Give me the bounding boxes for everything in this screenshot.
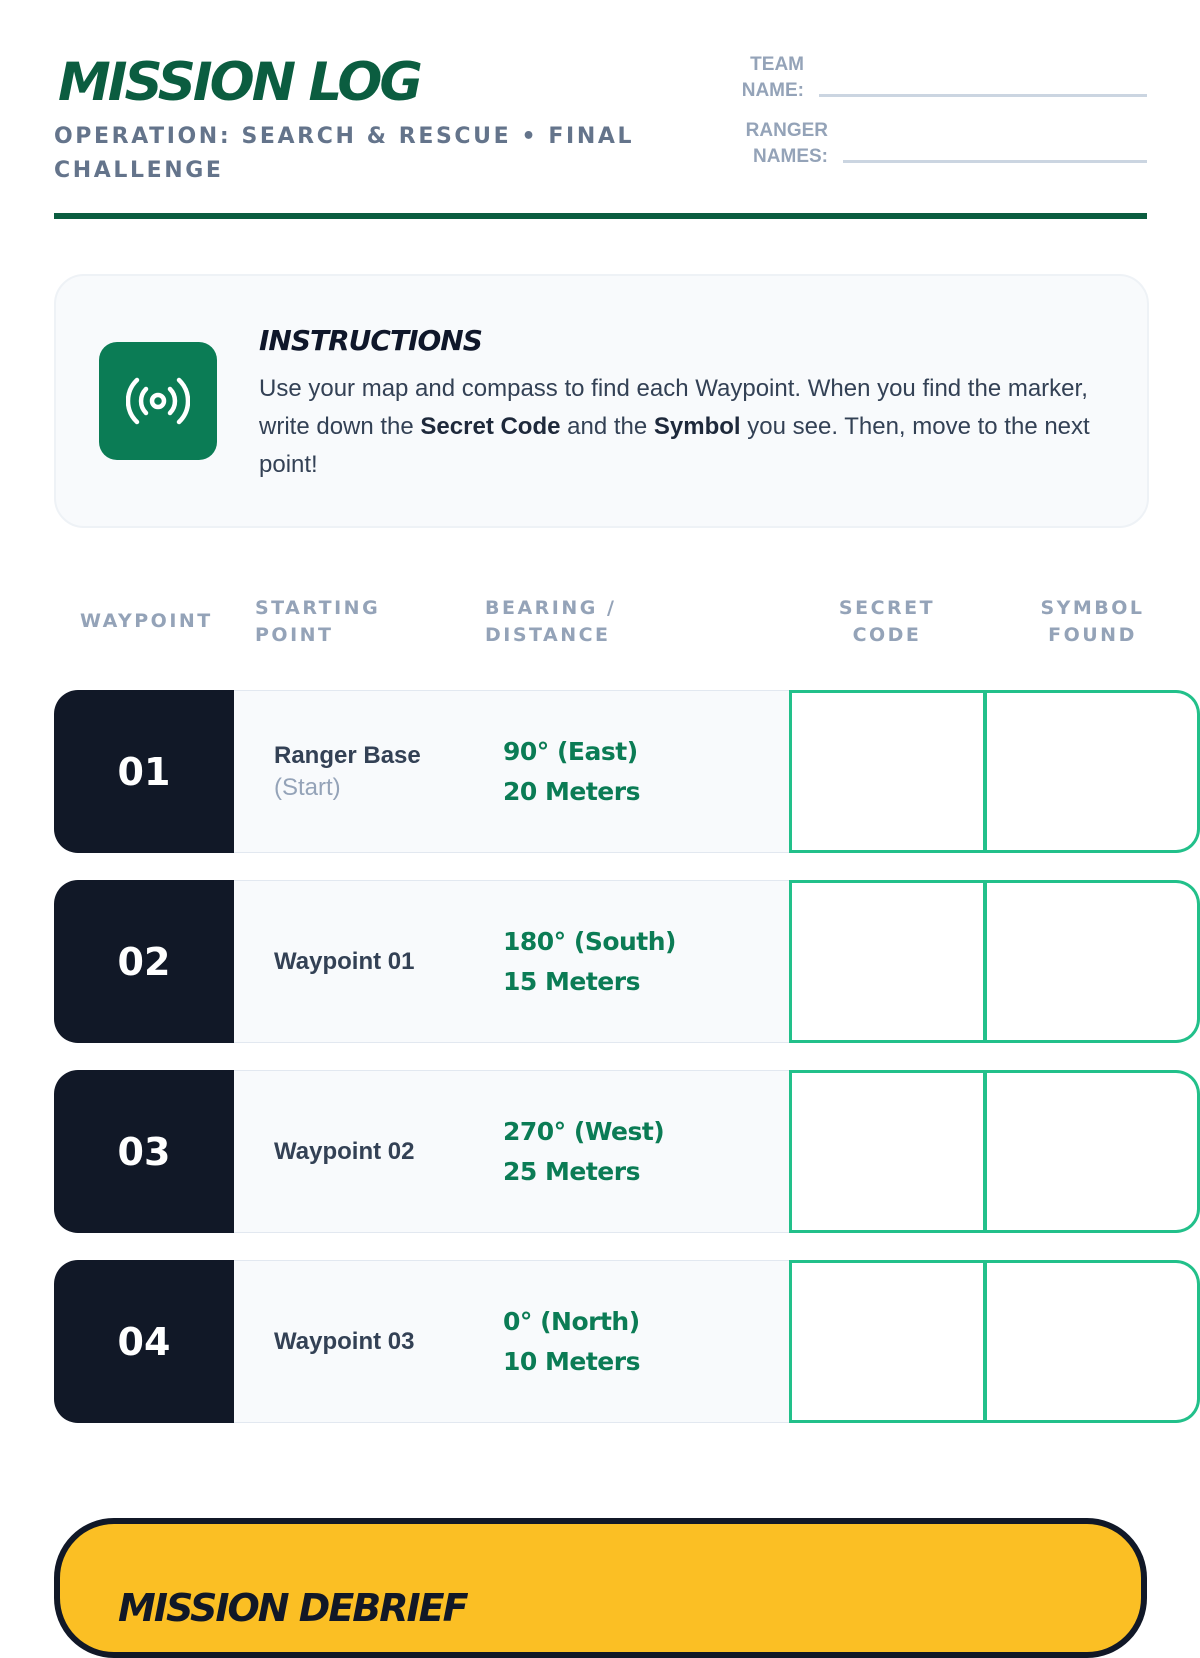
ranger-names-label-line2: NAMES: — [753, 146, 828, 167]
column-header-secret-code-line1: SECRET — [838, 597, 936, 619]
starting-point — [274, 1071, 494, 1232]
distance-value: 10 Meters — [503, 1346, 640, 1376]
waypoint-row — [54, 690, 1147, 853]
waypoint-number: 01 — [54, 690, 234, 853]
column-header-bearing-line2: DISTANCE — [485, 624, 611, 646]
page-subtitle: OPERATION: SEARCH & RESCUE • FINAL CHALLENGE — [54, 124, 635, 183]
column-header-bearing-line1: BEARING / — [485, 597, 617, 619]
starting-point-name: Waypoint 03 — [274, 1327, 415, 1355]
starting-point-note: (Start) — [274, 773, 341, 801]
bearing-distance — [503, 691, 773, 852]
waypoint-details — [234, 1260, 789, 1423]
starting-point-name: Waypoint 01 — [274, 947, 415, 975]
waypoint-details — [234, 690, 789, 853]
team-name-label-line2: NAME: — [741, 80, 804, 101]
column-header-symbol-found — [985, 595, 1200, 649]
waypoint-details — [234, 1070, 789, 1233]
bearing-value: 270° (West) — [503, 1116, 665, 1146]
secret-code-input[interactable] — [789, 880, 985, 1043]
mission-log-page — [54, 0, 1147, 1630]
starting-point — [274, 1261, 494, 1422]
symbol-found-input[interactable] — [985, 1070, 1200, 1233]
ranger-names-label-line1: RANGER — [745, 120, 828, 141]
column-header-waypoint: WAYPOINT — [80, 610, 213, 632]
column-header-starting-point — [255, 595, 380, 649]
starting-point — [274, 881, 494, 1042]
team-name-label-line1: TEAM — [750, 54, 804, 75]
starting-point-name: Ranger Base — [274, 741, 421, 769]
team-name-field[interactable] — [819, 94, 1147, 97]
instructions-panel — [54, 274, 1149, 528]
symbol-found-input[interactable] — [985, 880, 1200, 1043]
mission-debrief-title: MISSION DEBRIEF — [118, 1586, 467, 1630]
secret-code-emphasis: Secret Code — [420, 413, 561, 440]
waypoint-row — [54, 880, 1147, 1043]
ranger-names-label — [728, 118, 828, 170]
bearing-distance — [503, 1071, 773, 1232]
instructions-title: INSTRUCTIONS — [259, 324, 482, 357]
waypoint-number: 04 — [54, 1260, 234, 1423]
distance-value: 15 Meters — [503, 966, 640, 996]
instructions-text-part: you see. Then, move to the next point! — [259, 413, 1090, 478]
waypoint-details — [234, 880, 789, 1043]
distance-value: 25 Meters — [503, 1156, 640, 1186]
bearing-distance — [503, 1261, 773, 1422]
instructions-text-part: and the — [560, 413, 654, 440]
bearing-value: 90° (East) — [503, 736, 638, 766]
distance-value: 20 Meters — [503, 776, 640, 806]
waypoint-row — [54, 1070, 1147, 1233]
waypoint-number: 03 — [54, 1070, 234, 1233]
waypoint-row — [54, 1260, 1147, 1423]
broadcast-signal-icon — [99, 342, 217, 460]
symbol-found-input[interactable] — [985, 690, 1200, 853]
bearing-value: 180° (South) — [503, 926, 676, 956]
secret-code-input[interactable] — [789, 1070, 985, 1233]
ranger-names-field[interactable] — [843, 160, 1147, 163]
bearing-distance — [503, 881, 773, 1042]
symbol-found-input[interactable] — [985, 1260, 1200, 1423]
column-header-secret-code-line2: CODE — [852, 624, 922, 646]
instructions-text-part: Use your map and compass to find each Waypoint. When you find the marker, write down the — [259, 375, 1088, 440]
column-header-symbol-line1: SYMBOL — [1040, 597, 1145, 619]
page-title: MISSION LOG — [58, 52, 420, 113]
waypoint-number: 02 — [54, 880, 234, 1043]
column-header-symbol-line2: FOUND — [1048, 624, 1137, 646]
mission-debrief-panel — [54, 1518, 1147, 1658]
instructions-text — [259, 370, 1094, 484]
secret-code-input[interactable] — [789, 1260, 985, 1423]
starting-point-name: Waypoint 02 — [274, 1137, 415, 1165]
header-divider — [54, 213, 1147, 219]
symbol-emphasis: Symbol — [653, 413, 741, 440]
starting-point — [274, 691, 494, 852]
column-header-starting-point-line1: STARTING — [255, 597, 381, 619]
team-name-label — [704, 52, 804, 104]
column-header-starting-point-line2: POINT — [255, 624, 334, 646]
bearing-value: 0° (North) — [503, 1306, 640, 1336]
column-header-secret-code — [789, 595, 985, 649]
column-header-bearing-distance — [485, 595, 616, 649]
secret-code-input[interactable] — [789, 690, 985, 853]
